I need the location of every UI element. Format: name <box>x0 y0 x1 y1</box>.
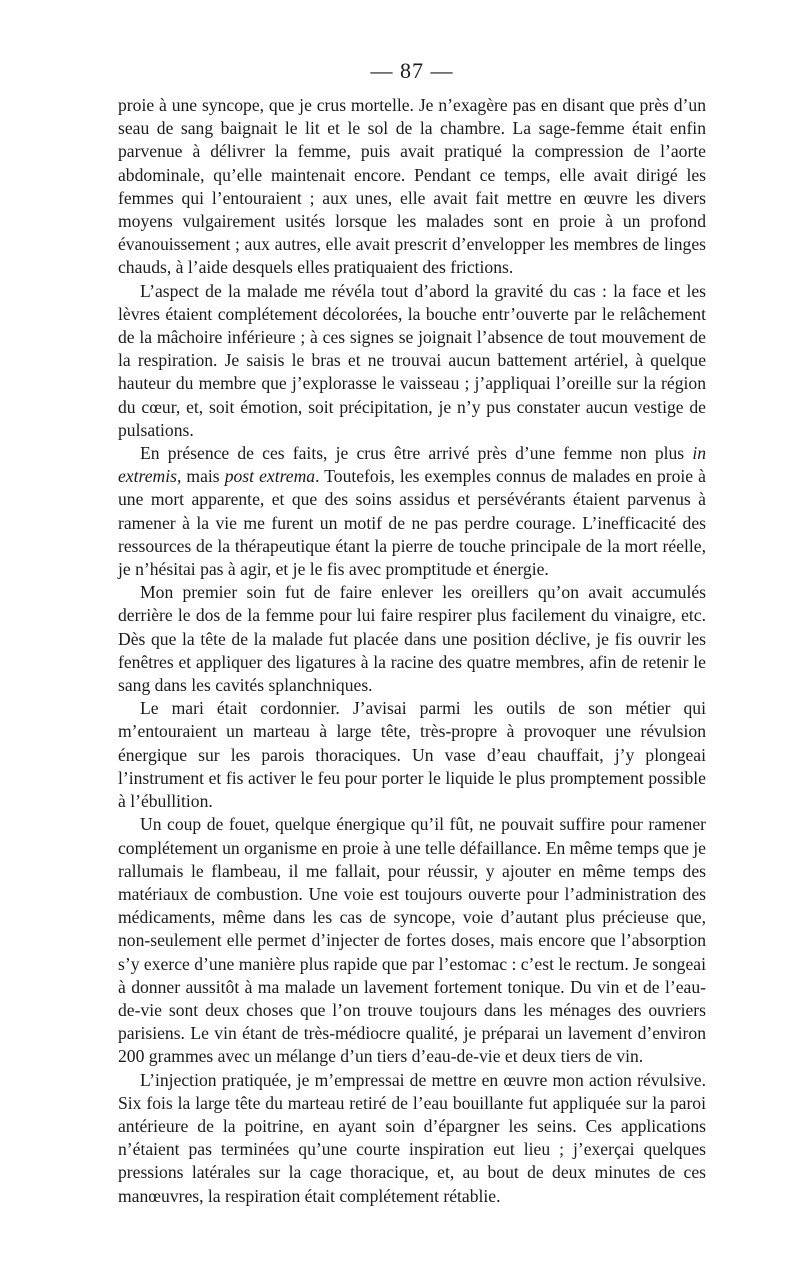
text-segment: L’injection pratiquée, je m’empressai de mettre en œuvre mon action révulsive. Six fois la large tête du marteau retiré de l’eau bouillante fut appliquée sur la paroi antérieure de la poitrine, en ayant soin d’épargner les seins. Ces applications n’étaient pas terminées qu’une courte inspiration eut lieu ; j’exerçai quelques pressions latérales sur la cage thoracique, et, au bout de deux minutes de ces manœuvres, la respiration était complétement rétablie. <box>118 1069 706 1206</box>
text-segment: . Toutefois, les exemples connus de malades en proie à une mort apparente, et que des soins assidus et persévérants étaient parvenus à ramener à la vie me furent un motif de ne pas perdre courage. L’inefficacité des ressources de la thérapeutique étant la pierre de touche principale de la mort réelle, je n’hésitai pas à agir, et je le fis avec promptitude et énergie. <box>118 466 706 580</box>
italic-text: post extrema <box>224 466 316 487</box>
text-segment: En présence de ces faits, je crus être arrivé près d’une femme non plus <box>140 443 693 464</box>
text-segment: , mais <box>176 466 225 487</box>
text-segment: Le mari était cordonnier. J’avisai parmi les outils de son métier qui m’entouraient un marteau à large tête, très-propre à provoquer une révulsion énergique sur les parois thoraciques. Un vase d’eau chauffait, j’y plongeai l’instrument et fis activer le feu pour porter le liquide le plus promptement possible à l’ébullition. <box>118 698 706 812</box>
italic-text: in extremis <box>118 443 706 487</box>
paragraph <box>118 697 706 813</box>
body-text <box>118 94 706 1208</box>
text-segment: L’aspect de la malade me révéla tout d’abord la gravité du cas : la face et les lèvres étaient complétement décolorées, la bouche entr’ouverte par le relâchement de la mâchoire inférieure ; à ces signes se joignait l’absence de tout mouvement de la respiration. Je saisis le bras et ne trouvai aucun battement artériel, à quelque hauteur du membre que j’explorasse le vaisseau ; j’appliquai l’oreille sur la région du cœur, et, soit émotion, soit précipitation, je n’y pus constater aucun vestige de pulsations. <box>118 280 706 440</box>
paragraph <box>118 813 706 1068</box>
paragraph <box>118 1069 706 1208</box>
paragraph <box>118 442 706 581</box>
page-number: — 87 — <box>370 58 454 83</box>
paragraph <box>118 280 706 442</box>
paragraph <box>118 581 706 697</box>
text-segment: Mon premier soin fut de faire enlever les oreillers qu’on avait accumulés derrière le dos de la femme pour lui faire respirer plus facilement du vinaigre, etc. Dès que la tête de la malade fut placée dans une position déclive, je fis ouvrir les fenêtres et appliquer des ligatures à la racine des quatre membres, afin de retenir le sang dans les cavités splanchniques. <box>118 582 706 696</box>
text-segment: proie à une syncope, que je crus mortelle. Je n’exagère pas en disant que près d’un seau de sang baignait le lit et le sol de la chambre. La sage-femme était enfin parvenue à délivrer la femme, puis avait pratiqué la compression de l’aorte abdominale, qu’elle maintenait encore. Pendant ce temps, elle avait dirigé les femmes qui l’entouraient ; aux unes, elle avait fait mettre en œuvre les divers moyens vulgairement usités lorsque les malades sont en proie à un profond évanouissement ; aux autres, elle avait prescrit d’envelopper les membres de linges chauds, à l’aide desquels elles pratiquaient des frictions. <box>118 95 706 278</box>
text-segment: Un coup de fouet, quelque énergique qu’il fût, ne pouvait suffire pour ramener complétement un organisme en proie à une telle défaillance. En même temps que je rallumais le flambeau, il me fallait, pour réussir, y ajouter en même temps des matériaux de combustion. Une voie est toujours ouverte pour l’administration des médicaments, même dans les cas de syncope, voie d’autant plus précieuse que, non-seulement elle permet d’injecter de fortes doses, mais encore que l’absorption s’y exerce d’une manière plus rapide que par l’estomac : c’est le rectum. Je songeai à donner aussitôt à ma malade un lavement fortement tonique. Du vin et de l’eau-de-vie sont deux choses que l’on trouve toujours dans les ménages des ouvriers parisiens. Le vin étant de très-médiocre qualité, je préparai un lavement d’environ 200 grammes avec un mélange d’un tiers d’eau-de-vie et deux tiers de vin. <box>118 814 706 1067</box>
paragraph <box>118 94 706 280</box>
